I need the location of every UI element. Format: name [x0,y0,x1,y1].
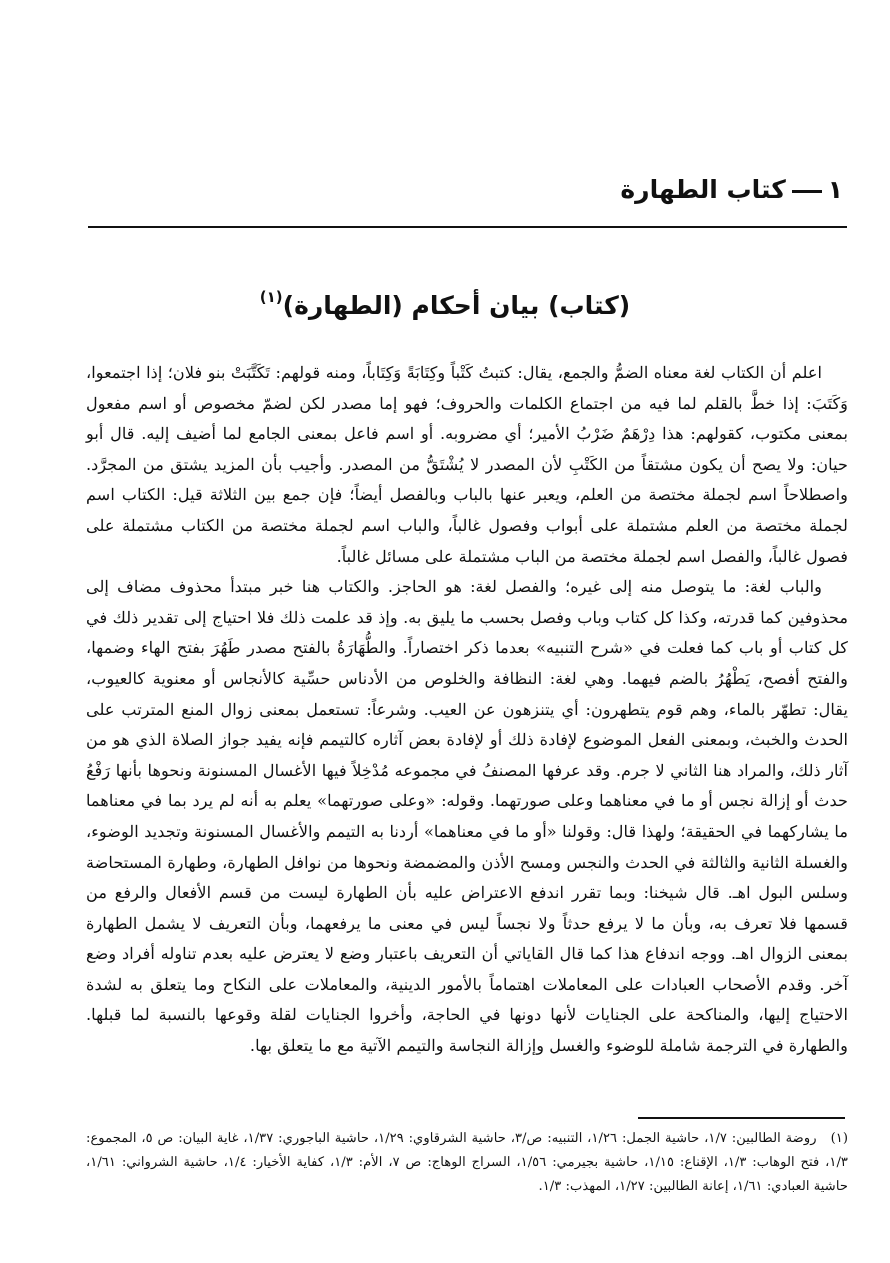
section-title [0,275,890,328]
footnotes [86,1127,848,1199]
footnote-item [86,1127,848,1199]
body-text [86,358,848,1062]
footnote-text: روضة الطالبين: ١/٧، حاشية الجمل: ١/٢٦، التنبيه: ص/٣، حاشية الشرقاوي: ١/٢٩، حاشية الباجوري: ١/٣٧، غاية البيان: ص ٥، المجموع: ١/٣، فتح الوهاب: ١/٣، الإقناع: ١/١٥، حاشية بجيرمي: ١/٥٦، السراج الوهاج: ص ٧، الأم: ١/٣، كفاية الأخيار: ١/٤، حاشية الشرواني: ١/٦١، حاشية العبادي: ١/٦١، إعانة الطالبين: ١/٢٧، المهذب: ١/٣. [86,1131,849,1194]
footnote-reference[interactable]: (١) [259,288,283,306]
header-rule [88,226,847,228]
section-title-text: (كتاب) بيان أحكام (الطهارة) [282,291,631,320]
chapter-title: كتاب الطهارة [620,175,786,204]
body-paragraph: والباب لغة: ما يتوصل منه إلى غيره؛ والفصل لغة: هو الحاجز. والكتاب هنا خبر مبتدأ محذوف مضاف إلى محذوفين كما قدرته، وكذا كل كتاب وباب وفصل بحسب ما يليق به. وإذ قد علمت ذلك فلا احتياج إلى تقدير ذلك في كل كتاب أو باب كما فعلت في «شرح التنبيه» بعدما ذكر اختصاراً. والطُّهَارَةُ بالفتح مصدر طَهُرَ بفتح الهاء وضمها، والفتح أفصح، يَطْهُرُ بالضم فيهما. وهي لغة: النظافة والخلوص من الأدناس حسِّية كالأنجاس أو معنوية كالعيوب، يقال: تطهّر بالماء، وهم قوم يتطهرون: أي يتنزهون عن العيب. وشرعاً: تستعمل بمعنى زوال المنع المترتب على الحدث والخبث، وبمعنى الفعل الموضوع لإفادة ذلك أو لإفادة بعض آثاره كالتيمم فإنه يفيد جواز الصلاة الذي هو من آثار ذلك، والمراد هنا الثاني لا جرم. وقد عرفها المصنفُ في مجموعه مُدْخِلاً فيها الأغسال المسنونة ونحوها بأنها رَفْعُ حدث أو إزالة نجس أو ما في معناهما وعلى صورتهما. وقوله: «وعلى صورتهما» يعلم به أنه لم يرد بما في معناهما ما يشاركهما في الحقيقة؛ ولهذا قال: وقولنا «أو ما في معناهما» أردنا به التيمم والأغسال المسنونة وتجديد الوضوء، والغسلة الثانية والثالثة في الحدث والنجس ومسح الأذن والمضمضة ونحوها من نوافل الطهارة، وطهارة المستحاضة وسلس البول اهـ. قال شيخنا: وبما تقرر اندفع الاعتراض عليه بأن الطهارة ليست من قسم الأفعال والرفع من قسمها فلا تعرف به، وبأن ما لا يرفع حدثاً ولا نجساً ليس في معنى ما يرفعهما، وبأن التعريف لا يشمل الطهارة بمعنى الزوال اهـ. ووجه اندفاع هذا كما قال القاياتي أن التعريف باعتبار وضع لا يعترض عليه بعدم تناوله أفراد وضع آخر. وقدم الأصحاب العبادات على المعاملات اهتماماً بالأمور الدينية، والمعاملات على النكاح وما يتعلق به لشدة الاحتياج إليها، والمناكحة على الجنايات لأنها دونها في الحاجة، وأخروا الجنايات لقلة وقوعها بالنسبة لما قبلها. والطهارة في الترجمة شاملة للوضوء والغسل وإزالة النجاسة والتيمم الآتية مع ما يتعلق بها. [86,577,848,1056]
heading-dash [792,190,822,193]
footnote-separator [638,1117,845,1119]
footnote-marker: (١) [830,1131,848,1146]
chapter-heading [343,170,843,210]
body-paragraph: اعلم أن الكتاب لغة معناه الضمُّ والجمع، يقال: كتبتُ كَتْباً وكِتَابَةً وَكِتَاباً، ومنه قولهم: تَكَتَّبَتْ بنو فلان؛ إذا اجتمعوا، وَكَتَبَ: إذا خطَّ بالقلم لما فيه من اجتماع الكلمات والحروف؛ فهو إما مصدر لكن لضمّ مخصوص أو اسم مفعول بمعنى مكتوب، كقولهم: هذا دِرْهَمٌ ضَرْبُ الأمير؛ أي مضروبه. أو اسم فاعل بمعنى الجامع لما أضيف إليه. قال أبو حيان: ولا يصح أن يكون مشتقاً من الكَتْبِ لأن المصدر لا يُشْتَقُّ من المصدر. وأجيب بأن المزيد يشتق من المجرَّد. واصطلاحاً اسم لجملة مختصة من العلم، ويعبر عنها بالباب وبالفصل أيضاً؛ فإن جمع بين الثلاثة قيل: الكتاب اسم لجملة مختصة من العلم مشتملة على أبواب وفصول غالباً، والباب اسم لجملة مختصة من الكتاب مشتملة على فصول غالباً، والفصل اسم لجملة مختصة من الباب مشتملة على مسائل غالباً. [86,363,848,566]
chapter-number: ١ [827,175,843,204]
